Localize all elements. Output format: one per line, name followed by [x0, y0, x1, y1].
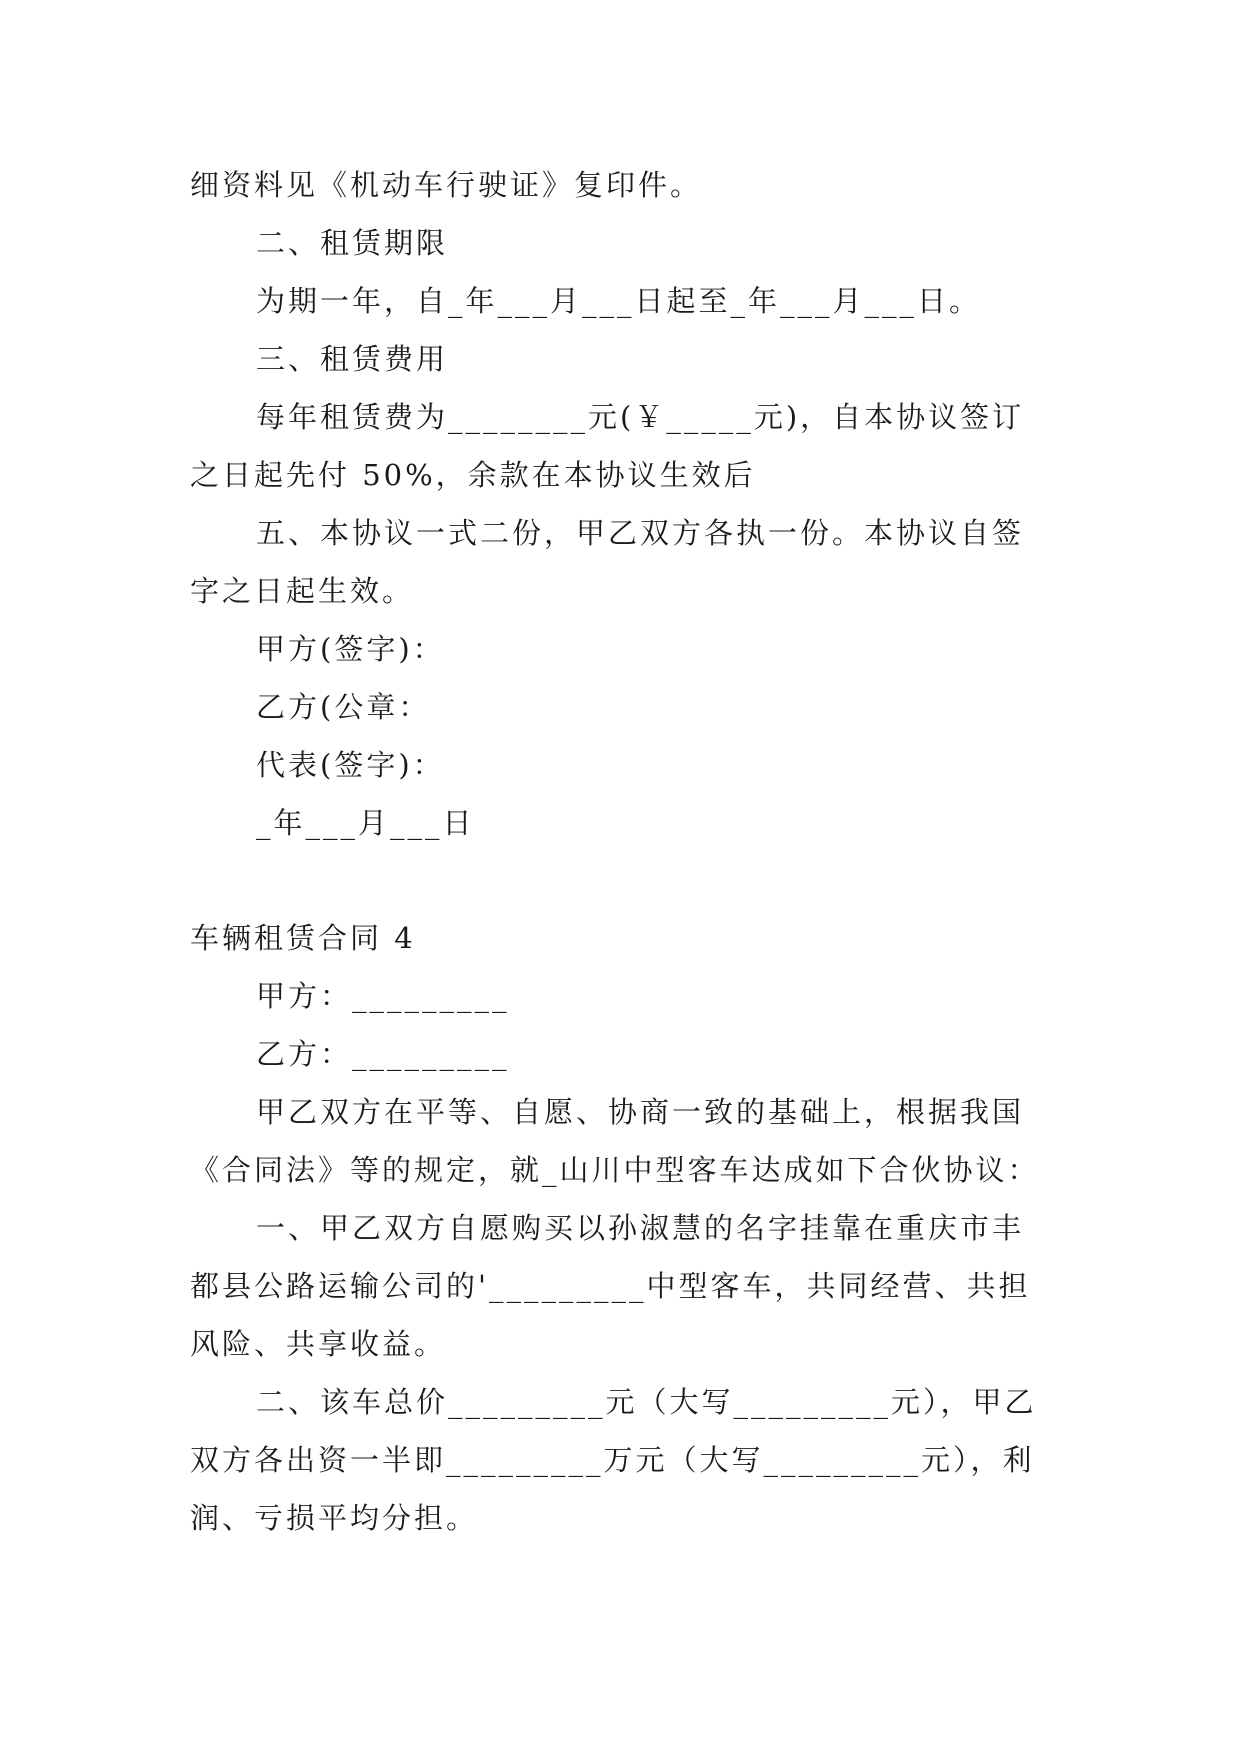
paragraph-line: 都县公路运输公司的'_________中型客车，共同经营、共担 [190, 1269, 1031, 1303]
signature-date: _年___月___日 [256, 806, 475, 840]
paragraph-line: 风险、共享收益。 [190, 1327, 447, 1361]
signature-party-b: 乙方(公章： [256, 690, 431, 724]
paragraph-line: 《合同法》等的规定，就_山川中型客车达成如下合伙协议： [190, 1153, 1040, 1187]
party-b-field: 乙方：_________ [256, 1037, 510, 1071]
paragraph-line: 每年租赁费为________元(￥_____元)，自本协议签订 [256, 400, 1025, 434]
paragraph-line: 二、该车总价_________元（大写_________元），甲乙 [256, 1385, 1037, 1419]
paragraph-line: 甲乙双方在平等、自愿、协商一致的基础上，根据我国 [256, 1095, 1025, 1129]
section-heading: 三、租赁费用 [256, 342, 449, 376]
paragraph-line: 双方各出资一半即_________万元（大写_________元），利 [190, 1443, 1035, 1477]
paragraph-line: 字之日起生效。 [190, 574, 415, 608]
contract-title: 车辆租赁合同 4 [190, 921, 416, 955]
paragraph-line: 之日起先付 50%，余款在本协议生效后 [190, 458, 756, 492]
paragraph-line: 润、亏损平均分担。 [190, 1501, 479, 1535]
paragraph-line: 细资料见《机动车行驶证》复印件。 [190, 168, 703, 202]
paragraph-line: 五、本协议一式二份，甲乙双方各执一份。本协议自签 [256, 516, 1025, 550]
paragraph-line: 一、甲乙双方自愿购买以孙淑慧的名字挂靠在重庆市丰 [256, 1211, 1025, 1245]
party-a-field: 甲方：_________ [256, 979, 510, 1013]
signature-party-a: 甲方(签字)： [256, 632, 445, 666]
section-heading: 二、租赁期限 [256, 226, 449, 260]
signature-representative: 代表(签字)： [256, 748, 445, 782]
paragraph-line: 为期一年，自_年___月___日起至_年___月___日。 [256, 284, 982, 318]
